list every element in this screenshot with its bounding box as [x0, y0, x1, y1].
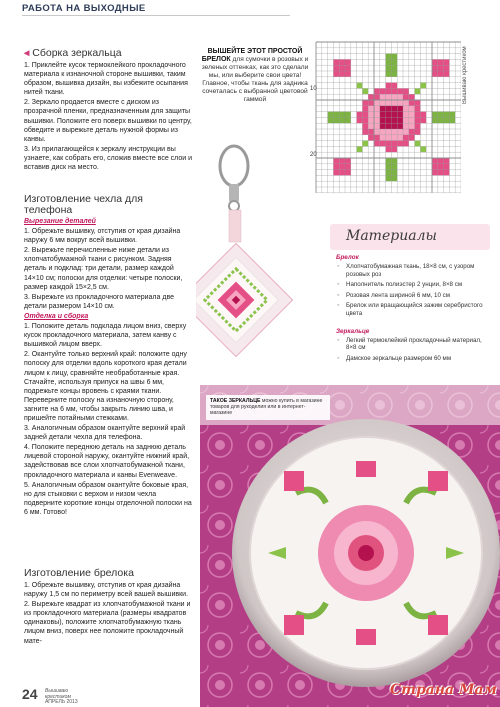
stitch-cell: [438, 65, 444, 71]
stitch-cell: [391, 100, 397, 106]
clasp-icon: [220, 146, 248, 211]
stitch-cell: [345, 65, 351, 71]
stitch-cell: [374, 94, 380, 100]
phone-case-heading: Изготовление чехла для телефона: [24, 193, 143, 216]
stitch-cell: [397, 106, 403, 112]
stitch-cell: [397, 100, 403, 106]
stitch-cell: [368, 106, 374, 112]
stitch-cell: [391, 170, 397, 176]
stitch-cell: [339, 59, 345, 65]
footer-mag-line1: Вышиваю: [45, 688, 68, 694]
stitch-cell: [391, 71, 397, 77]
footer-magazine: [45, 689, 78, 706]
stitch-cell: [380, 141, 386, 147]
chart-grid: [308, 38, 461, 218]
keychain-making-block: [24, 568, 192, 647]
stitch-cell: [391, 146, 397, 152]
stitch-cell: [449, 117, 455, 123]
stitch-cell: [438, 112, 444, 118]
chart-tick-10: 10: [310, 86, 317, 92]
mirror-photo-art: [200, 385, 500, 707]
stitch-cell: [420, 83, 426, 89]
stitch-cell: [386, 106, 392, 112]
stitch-cell: [444, 170, 450, 176]
mirror-photo: [200, 385, 500, 707]
stitch-cell: [444, 59, 450, 65]
stitch-cell: [380, 135, 386, 141]
stitch-cell: [328, 112, 334, 118]
stitch-cell: [438, 59, 444, 65]
stitch-cell: [333, 65, 339, 71]
keychain-step-2: 2. Вырежьте квадрат из хлопчатобумажной ткани и из прокладочного материала (размеры квадратов одинаковы), положите хлопчатобумажную ткань лицом вниз, поверх нее положите прокладочный мате-: [24, 601, 191, 645]
stitch-cell: [368, 117, 374, 123]
stitch-cell: [397, 117, 403, 123]
finish-step-5: 5. Аналогичным образом окантуйте боковые края, но для стыковки с верхом и низом чехла подверните короткие концы отделочной полоски на 6 мм. Готово!: [24, 481, 192, 516]
stitch-cell: [444, 117, 450, 123]
keychain-step-1: 1. Обрежьте вышивку, отступив от края дизайна наружу 1,5 см по периметру всей вашей вышивки.: [24, 582, 189, 599]
stitch-cell: [432, 117, 438, 123]
stitch-cell: [409, 94, 415, 100]
stitch-cell: [391, 65, 397, 71]
footer-mag-line2: крестиком: [45, 693, 71, 700]
stitch-cell: [415, 129, 421, 135]
cut-step-1: 1. Обрежьте вышивку, отступив от края дизайна наружу 6 мм вокруг всей вышивки.: [24, 228, 181, 245]
stitch-cell: [444, 112, 450, 118]
stitch-cell: [339, 65, 345, 71]
material-item: ▪ Дамское зеркальце размером 60 мм: [336, 355, 486, 363]
stitch-cell: [397, 141, 403, 147]
stitch-cell: [345, 59, 351, 65]
stitch-cell: [432, 170, 438, 176]
promo-text: [200, 48, 310, 104]
stitch-cell: [386, 65, 392, 71]
stitch-cell: [380, 112, 386, 118]
stitch-cell: [328, 117, 334, 123]
stitch-cell: [362, 141, 368, 147]
stitch-cell: [374, 106, 380, 112]
stitch-cell: [374, 117, 380, 123]
stitch-cell: [333, 112, 339, 118]
phone-case-block: [24, 194, 192, 518]
stitch-cell: [368, 123, 374, 129]
stitch-cell: [357, 83, 363, 89]
material-item: ▪ Хлопчатобумажная ткань, 18×8 см, с узором розовых роз: [336, 263, 486, 278]
stitch-cell: [397, 135, 403, 141]
material-item: ▪ Розовая лента шириной 6 мм, 10 см: [336, 292, 486, 300]
cut-step-3: 3. Вырежьте из прокладочного материала две детали размером 14×10 см.: [24, 293, 174, 310]
stitch-cell: [380, 117, 386, 123]
stitch-cell: [386, 164, 392, 170]
stitch-cell: [403, 117, 409, 123]
stitch-cell: [339, 112, 345, 118]
stitch-cell: [386, 71, 392, 77]
stitch-cell: [386, 135, 392, 141]
stitch-cell: [345, 158, 351, 164]
stitch-cell: [380, 123, 386, 129]
mirror-step-3: 3. Из прилагающейся к зеркалу инструкции вы узнаете, как собрать его, сложив вместе все слои и вставив диск на место.: [24, 145, 192, 172]
stitch-cell: [357, 117, 363, 123]
finish-step-3: 3. Аналогичным образом окантуйте верхний край задней детали чехла для телефона.: [24, 425, 186, 442]
bullet-icon: ◂: [24, 47, 30, 59]
stitch-cell: [391, 112, 397, 118]
stitch-cell: [420, 117, 426, 123]
stitch-cell: [333, 164, 339, 170]
stitch-cell: [403, 141, 409, 147]
photo-caption-bold: ТАКОЕ ЗЕРКАЛЬЦЕ: [210, 398, 261, 404]
stitch-cell: [391, 106, 397, 112]
page-number: 24: [22, 686, 38, 702]
stitch-cell: [403, 123, 409, 129]
material-item: ▪ Брелок или вращающийся зажим серебристого цвета: [336, 302, 486, 317]
stitch-cell: [438, 170, 444, 176]
stitch-cell: [409, 106, 415, 112]
stitch-cell: [362, 106, 368, 112]
stitch-cell: [333, 59, 339, 65]
stitch-cell: [362, 100, 368, 106]
photo-caption-text: можно купить в магазине товаров для рукоделия или в интернет-магазине: [210, 398, 323, 417]
stitch-cell: [432, 65, 438, 71]
stitch-cell: [409, 123, 415, 129]
stitch-cell: [432, 158, 438, 164]
stitch-cell: [374, 112, 380, 118]
header-divider: [22, 15, 290, 16]
mirror-assembly-block: [24, 48, 192, 173]
stitch-cell: [449, 112, 455, 118]
finish-step-1: 1. Положите деталь подклада лицом вниз, сверху кусок прокладочного материала, затем канву с вышивкой лицом вверх.: [24, 323, 187, 349]
stitch-cell: [391, 88, 397, 94]
promo-bold: ВЫШЕЙТЕ ЭТОТ ПРОСТОЙ БРЕЛОК: [201, 48, 303, 63]
cross-stitch-chart: [308, 38, 461, 218]
stitch-cell: [362, 88, 368, 94]
stitch-cell: [432, 164, 438, 170]
keychain-illustration: [196, 140, 306, 380]
promo-body: для сумочки в розовых и зеленых оттенках, как это сделали мы, или выберите свои цвета! Главное, чтобы ткань для задника сочеталась с выбранной цветовой гаммой: [201, 56, 309, 103]
stitch-cell: [339, 71, 345, 77]
stitch-cell: [403, 88, 409, 94]
material-item: ▪ Наполнитель полиэстер 2 унции, 8×8 см: [336, 281, 486, 289]
stitch-cell: [339, 164, 345, 170]
stitch-cell: [403, 129, 409, 135]
stitch-cell: [438, 71, 444, 77]
stitch-cell: [386, 170, 392, 176]
stitch-cell: [386, 146, 392, 152]
stitch-cell: [386, 175, 392, 181]
stitch-cell: [386, 112, 392, 118]
stitch-cell: [403, 106, 409, 112]
materials-list: [336, 254, 486, 362]
finish-step-4: 4. Положите переднюю деталь на заднюю деталь лицевой стороной наружу, окантуйте нижний край, задействовав все слои хлопчатобумажной ткани, прокладочного материала и канвы Evenweave.: [24, 444, 190, 479]
finish-subheading: Отделка и сборка: [24, 312, 89, 320]
stitch-cell: [391, 164, 397, 170]
stitch-cell: [432, 112, 438, 118]
material-item: ▪ Легкий термоклейкий прокладочный материал, 8×8 см: [336, 337, 486, 352]
stitch-cell: [415, 100, 421, 106]
chart-tick-20: 20: [310, 152, 317, 158]
stitch-cell: [357, 146, 363, 152]
stitch-cell: [403, 94, 409, 100]
stitch-cell: [374, 135, 380, 141]
stitch-cell: [415, 88, 421, 94]
stitch-cell: [368, 135, 374, 141]
stitch-cell: [339, 170, 345, 176]
mirror-step-1: 1. Приклейте кусок термоклейкого прокладочного материала к изнаночной стороне вышивки, таким образом, вышивка дизайн, вы избежите осыпания нитей ткани.: [24, 62, 188, 97]
stitch-cell: [409, 129, 415, 135]
stitch-cell: [409, 112, 415, 118]
stitch-cell: [339, 117, 345, 123]
stitch-cell: [345, 112, 351, 118]
stitch-cell: [391, 94, 397, 100]
stitch-cell: [415, 123, 421, 129]
stitch-cell: [444, 65, 450, 71]
stitch-cell: [374, 100, 380, 106]
stitch-cell: [397, 129, 403, 135]
stitch-cell: [357, 112, 363, 118]
stitch-cell: [374, 141, 380, 147]
stitch-cell: [432, 59, 438, 65]
stitch-cell: [386, 88, 392, 94]
stitch-cell: [403, 112, 409, 118]
keychain-heading: Изготовление брелока: [24, 567, 134, 579]
stitch-cell: [397, 112, 403, 118]
stitch-cell: [397, 94, 403, 100]
stitch-cell: [438, 158, 444, 164]
stitch-cell: [362, 112, 368, 118]
stitch-cell: [386, 158, 392, 164]
stitch-cell: [386, 100, 392, 106]
stitch-cell: [333, 158, 339, 164]
watermark-logo: Страна Мам: [390, 682, 497, 698]
stitch-cell: [386, 54, 392, 60]
stitch-cell: [415, 106, 421, 112]
stitch-cell: [444, 164, 450, 170]
stitch-cell: [432, 71, 438, 77]
stitch-cell: [444, 71, 450, 77]
stitch-cell: [391, 175, 397, 181]
stitch-cell: [386, 117, 392, 123]
stitch-cell: [345, 170, 351, 176]
stitch-cell: [391, 123, 397, 129]
stitch-cell: [380, 94, 386, 100]
stitch-cell: [397, 88, 403, 94]
stitch-cell: [386, 123, 392, 129]
stitch-cell: [345, 164, 351, 170]
stitch-cell: [380, 100, 386, 106]
stitch-cell: [438, 117, 444, 123]
stitch-cell: [444, 158, 450, 164]
stitch-cell: [415, 141, 421, 147]
stitch-cell: [339, 158, 345, 164]
stitch-cell: [391, 129, 397, 135]
finish-step-2: 2. Окантуйте только верхний край: положите одну полоску для отделки вдоль короткого края детали лицом к лицу, сравняйте необработанные края. Стачайте, используя припуск на швы 6 мм, подрежьте концы вровень с краями ткани. Переверните полоску на изнаночную сторону, загните на 6 мм, чтобы закрыть линию шва, и пришейте потайными стежками.: [24, 351, 187, 422]
materials-keychain-label: Брелок: [336, 254, 359, 261]
stitch-cell: [415, 112, 421, 118]
stitch-cell: [438, 164, 444, 170]
stitch-cell: [409, 117, 415, 123]
stitch-cell: [368, 94, 374, 100]
stitch-cell: [386, 94, 392, 100]
stitch-cell: [391, 135, 397, 141]
stitch-cell: [345, 117, 351, 123]
stitch-cell: [380, 106, 386, 112]
stitch-cell: [368, 100, 374, 106]
stitch-cell: [374, 123, 380, 129]
stitch-cell: [362, 117, 368, 123]
stitch-cell: [397, 123, 403, 129]
stitch-cell: [420, 146, 426, 152]
cut-step-2: 2. Вырежьте перечисленные ниже детали из хлопчатобумажной ткани с рисунком. Задняя деталь и подклад: три детали, размер каждой 14×10 см; полоски для отделки: четыре полоски, размер каждой 15×2,5 см.: [24, 247, 183, 291]
stitch-cell: [386, 59, 392, 65]
stitch-cell: [374, 88, 380, 94]
stitch-cell: [380, 88, 386, 94]
stitch-cell: [403, 135, 409, 141]
stitch-cell: [391, 158, 397, 164]
stitch-cell: [374, 129, 380, 135]
stitch-cell: [403, 100, 409, 106]
stitch-cell: [391, 59, 397, 65]
mirror-assembly-heading: ◂ Сборка зеркальца: [24, 47, 122, 59]
stitch-cell: [409, 100, 415, 106]
stitch-cell: [333, 170, 339, 176]
stitch-cell: [415, 117, 421, 123]
footer-issue: АПРЕЛЬ 2013: [45, 699, 78, 705]
stitch-cell: [391, 54, 397, 60]
stitch-cell: [386, 83, 392, 89]
stitch-cell: [345, 71, 351, 77]
materials-mirror-label: Зеркальце: [336, 327, 370, 335]
stitch-cell: [386, 129, 392, 135]
stitch-cell: [391, 83, 397, 89]
stitch-cell: [368, 129, 374, 135]
materials-heading: Материалы: [346, 228, 437, 244]
stitch-cell: [391, 141, 397, 147]
section-header: РАБОТА НА ВЫХОДНЫЕ: [22, 3, 146, 14]
photo-caption: [206, 395, 330, 420]
stitch-cell: [333, 117, 339, 123]
stitch-cell: [420, 112, 426, 118]
stitch-cell: [386, 141, 392, 147]
stitch-cell: [368, 112, 374, 118]
stitch-cell: [333, 71, 339, 77]
stitch-cell: [391, 117, 397, 123]
magazine-side-logo: Вышиваю крестиком: [462, 46, 468, 104]
stitch-cell: [409, 135, 415, 141]
stitch-cell: [362, 123, 368, 129]
stitch-cell: [362, 129, 368, 135]
cut-subheading: Вырезание деталей: [24, 218, 96, 225]
stitch-cell: [380, 129, 386, 135]
mirror-step-2: 2. Зеркало продается вместе с диском из прозрачной пленки, предназначенным для защиты вышивки. Положите его поверх вышивки по центру, обведите и вырежьте деталь нужной формы из канвы.: [24, 99, 192, 143]
